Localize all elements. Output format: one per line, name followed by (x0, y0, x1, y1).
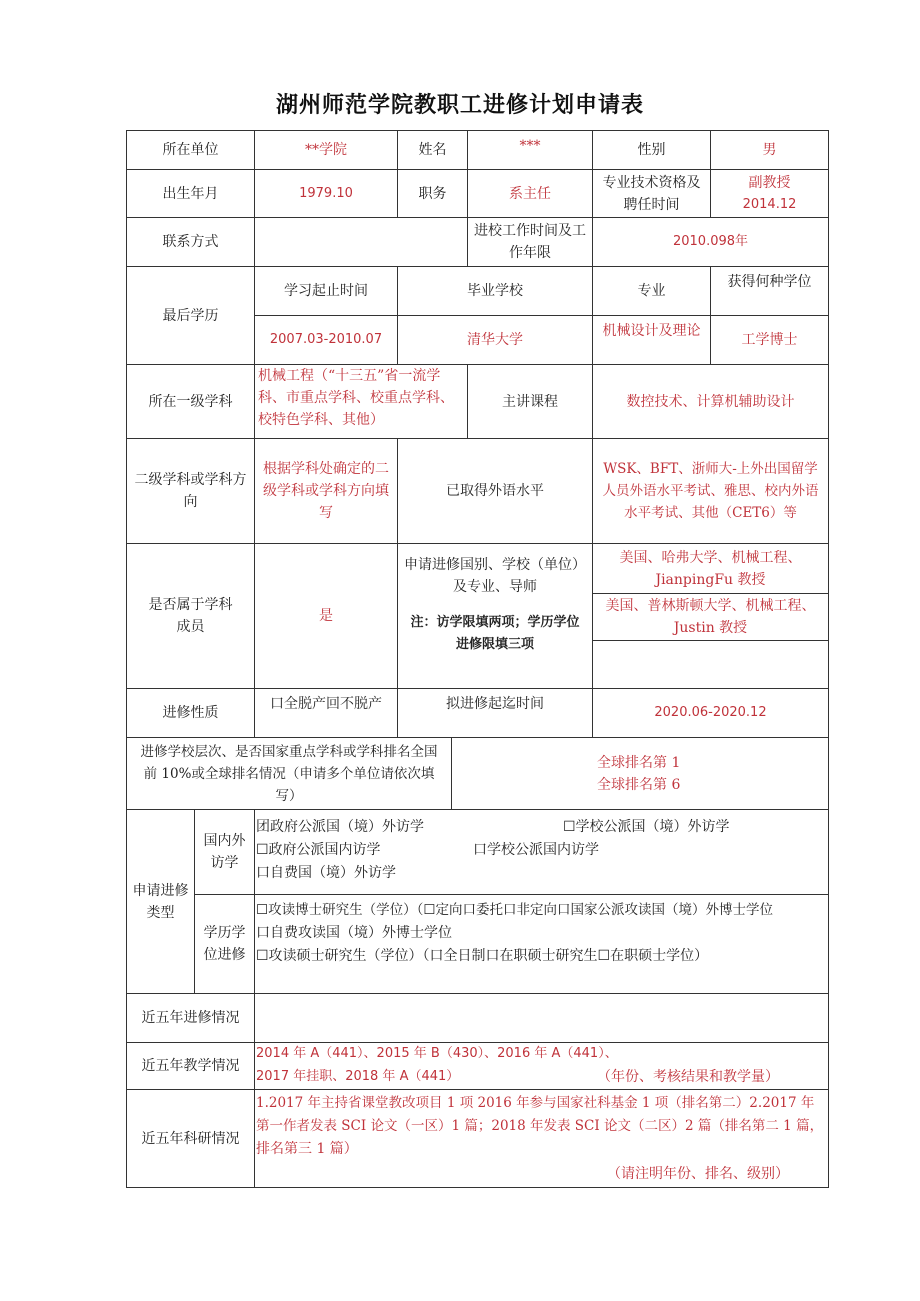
recent-teaching-value[interactable] (255, 1043, 828, 1090)
education-header-school: 毕业学校 (398, 267, 593, 316)
apply-choice-line: Justin 教授 (673, 620, 748, 636)
position-label: 职务 (398, 170, 468, 218)
course-label: 主讲课程 (468, 365, 593, 439)
recent-research-line: 排名第三 1 篇） (256, 1141, 358, 1157)
domestic-option-2[interactable]: ☐学校公派国（境）外访学 (563, 819, 730, 835)
language-value[interactable] (593, 439, 828, 544)
apply-school-label (398, 544, 593, 689)
degree-label-line: 学历学 (203, 925, 246, 941)
contact-value[interactable] (255, 218, 468, 267)
title-label-line: 聘任时间 (623, 196, 680, 213)
school-level-label-line: 写） (275, 787, 303, 804)
degree-option-3[interactable]: ☐攻读硕士研究生（学位）（口全日制口在职硕士研究生☐在职硕士学位） (256, 948, 709, 964)
secondary-value-line: 写 (319, 505, 333, 521)
join-label-line: 作年限 (509, 245, 551, 261)
language-value-line: WSK、BFT、浙师大-上外出国留学 (603, 461, 818, 477)
degree-label (195, 895, 255, 994)
apply-note-line: 注：访学限填两项；学历学位 (410, 615, 580, 630)
recent-study-value[interactable] (255, 994, 828, 1043)
gender-value[interactable]: 男 (711, 131, 828, 170)
title-value-line: 2014.12 (742, 196, 797, 212)
recent-teaching-line: 2017 年挂职、2018 年 A（441） (256, 1069, 460, 1084)
unit-label: 所在单位 (127, 131, 255, 170)
school-level-value-line: 全球排名第 6 (597, 776, 681, 793)
join-value[interactable]: 2010.098年 (593, 218, 828, 267)
period-label: 拟进修起迄时间 (398, 689, 593, 738)
language-value-line: 人员外语水平考试、雅思、校内外语 (602, 483, 819, 499)
application-form (126, 130, 829, 1188)
nature-label: 进修性质 (127, 689, 255, 738)
name-label: 姓名 (398, 131, 468, 170)
recent-teaching-hint: （年份、考核结果和教学量） (597, 1069, 779, 1085)
recent-research-value[interactable] (255, 1090, 828, 1187)
school-level-label-line: 前 10%或全球排名情况（申请多个单位请依次填 (143, 765, 435, 782)
apply-choice-line: 美国、普林斯顿大学、机械工程、 (605, 598, 816, 614)
page-title: 湖州师范学院教职工进修计划申请表 (275, 93, 644, 118)
apply-type-label-line: 申请进修 (132, 882, 189, 899)
secondary-label-line: 向 (183, 494, 198, 510)
secondary-value-line: 级学科或学科方向填 (263, 483, 389, 499)
member-label-line: 是否属于学科 (148, 597, 233, 613)
member-label-line: 成员 (176, 619, 205, 635)
discipline-value-line: 科、市重点学科、校重点学科、 (258, 390, 454, 406)
birth-label: 出生年月 (127, 170, 255, 218)
title-label-line: 专业技术资格及 (602, 174, 701, 191)
position-value[interactable]: 系主任 (468, 170, 593, 218)
secondary-label-line: 二级学科或学科方 (134, 472, 247, 488)
name-value[interactable]: *** (468, 131, 593, 170)
discipline-value-line: 校特色学科、其他） (258, 412, 384, 428)
education-header-major: 专业 (593, 267, 711, 316)
degree-options (255, 895, 828, 994)
birth-value[interactable]: 1979.10 (255, 170, 398, 218)
recent-research-label: 近五年科研情况 (127, 1090, 255, 1187)
recent-teaching-label: 近五年教学情况 (127, 1043, 255, 1090)
education-school[interactable]: 清华大学 (398, 316, 593, 365)
apply-choice-2[interactable] (593, 594, 828, 641)
title-value-line: 副教授 (748, 174, 791, 191)
apply-choice-3[interactable] (593, 641, 828, 689)
discipline-label: 所在一级学科 (127, 365, 255, 439)
apply-choice-1[interactable] (593, 544, 828, 594)
apply-choice-line: 美国、哈弗大学、机械工程、 (619, 549, 802, 566)
school-level-label (127, 738, 452, 810)
school-level-label-line: 进修学校层次、是否国家重点学科或学科排名全国 (140, 743, 438, 760)
secondary-label (127, 439, 255, 544)
recent-study-label: 近五年进修情况 (127, 994, 255, 1043)
education-label: 最后学历 (127, 267, 255, 365)
degree-label-line: 位进修 (203, 947, 246, 963)
school-level-value-line: 全球排名第 1 (597, 754, 681, 771)
apply-school-label-line: 申请进修国别、学校（单位） (404, 557, 586, 573)
unit-value[interactable]: **学院 (255, 131, 398, 170)
domestic-label (195, 810, 255, 895)
language-label: 已取得外语水平 (398, 439, 593, 544)
contact-label: 联系方式 (127, 218, 255, 267)
degree-option-2[interactable]: 口自费攻读国（境）外博士学位 (256, 925, 452, 941)
course-value[interactable]: 数控技术、计算机辅助设计 (593, 365, 828, 439)
domestic-option-3[interactable]: ☐政府公派国内访学 (256, 842, 381, 858)
apply-type-label (127, 810, 195, 994)
title-label (593, 170, 711, 218)
education-header-degree: 获得何种学位 (711, 267, 828, 316)
title-value[interactable] (711, 170, 828, 218)
period-value[interactable]: 2020.06-2020.12 (593, 689, 828, 738)
domestic-option-5[interactable]: 口自费国（境）外访学 (256, 865, 396, 881)
degree-option-1[interactable]: ☐攻读博士研究生（学位）（☐定向口委托口非定向口国家公派攻读国（境）外博士学位 (256, 902, 773, 918)
discipline-value-line: 机械工程（“十三五”省一流学 (258, 368, 441, 384)
language-value-line: 水平考试、其他（CET6）等 (624, 505, 797, 521)
education-degree[interactable]: 工学博士 (711, 316, 828, 365)
recent-research-line: 1.2017 年主持省课堂教改项目 1 项 2016 年参与国家社科基金 1 项（排名第二）2.2017 年 (256, 1095, 815, 1111)
discipline-value[interactable] (255, 365, 468, 439)
apply-school-label-line: 及专业、导师 (453, 579, 537, 595)
domestic-option-4[interactable]: 口学校公派国内访学 (473, 842, 599, 858)
recent-research-hint: （请注明年份、排名、级别） (607, 1166, 789, 1182)
education-major[interactable]: 机械设计及理论 (593, 316, 711, 365)
join-label-line: 进校工作时间及工 (474, 223, 586, 239)
nature-value[interactable]: 口全脱产回不脱产 (255, 689, 398, 738)
education-period[interactable]: 2007.03-2010.07 (255, 316, 398, 365)
member-label (127, 544, 255, 689)
join-label (468, 218, 593, 267)
secondary-value[interactable] (255, 439, 398, 544)
member-value[interactable]: 是 (255, 544, 398, 689)
apply-choice-line: JianpingFu 教授 (655, 571, 766, 588)
domestic-options (255, 810, 828, 895)
education-header-period: 学习起止时间 (255, 267, 398, 316)
apply-type-label-line: 类型 (146, 904, 175, 921)
domestic-label-line: 访学 (210, 855, 239, 871)
domestic-option-1[interactable]: 团政府公派国（境）外访学 (256, 819, 424, 835)
secondary-value-line: 根据学科处确定的二 (263, 461, 389, 477)
apply-note-line: 进修限填三项 (455, 637, 534, 652)
gender-label: 性别 (593, 131, 711, 170)
school-level-value[interactable] (452, 738, 828, 810)
recent-teaching-line: 2014 年 A（441）、2015 年 B（430）、2016 年 A（441）、 (256, 1046, 618, 1061)
recent-research-line: 第一作者发表 SCI 论文（一区）1 篇；2018 年发表 SCI 论文（二区）2 篇（排名第二 1 篇， (256, 1118, 824, 1134)
domestic-label-line: 国内外 (203, 833, 246, 849)
